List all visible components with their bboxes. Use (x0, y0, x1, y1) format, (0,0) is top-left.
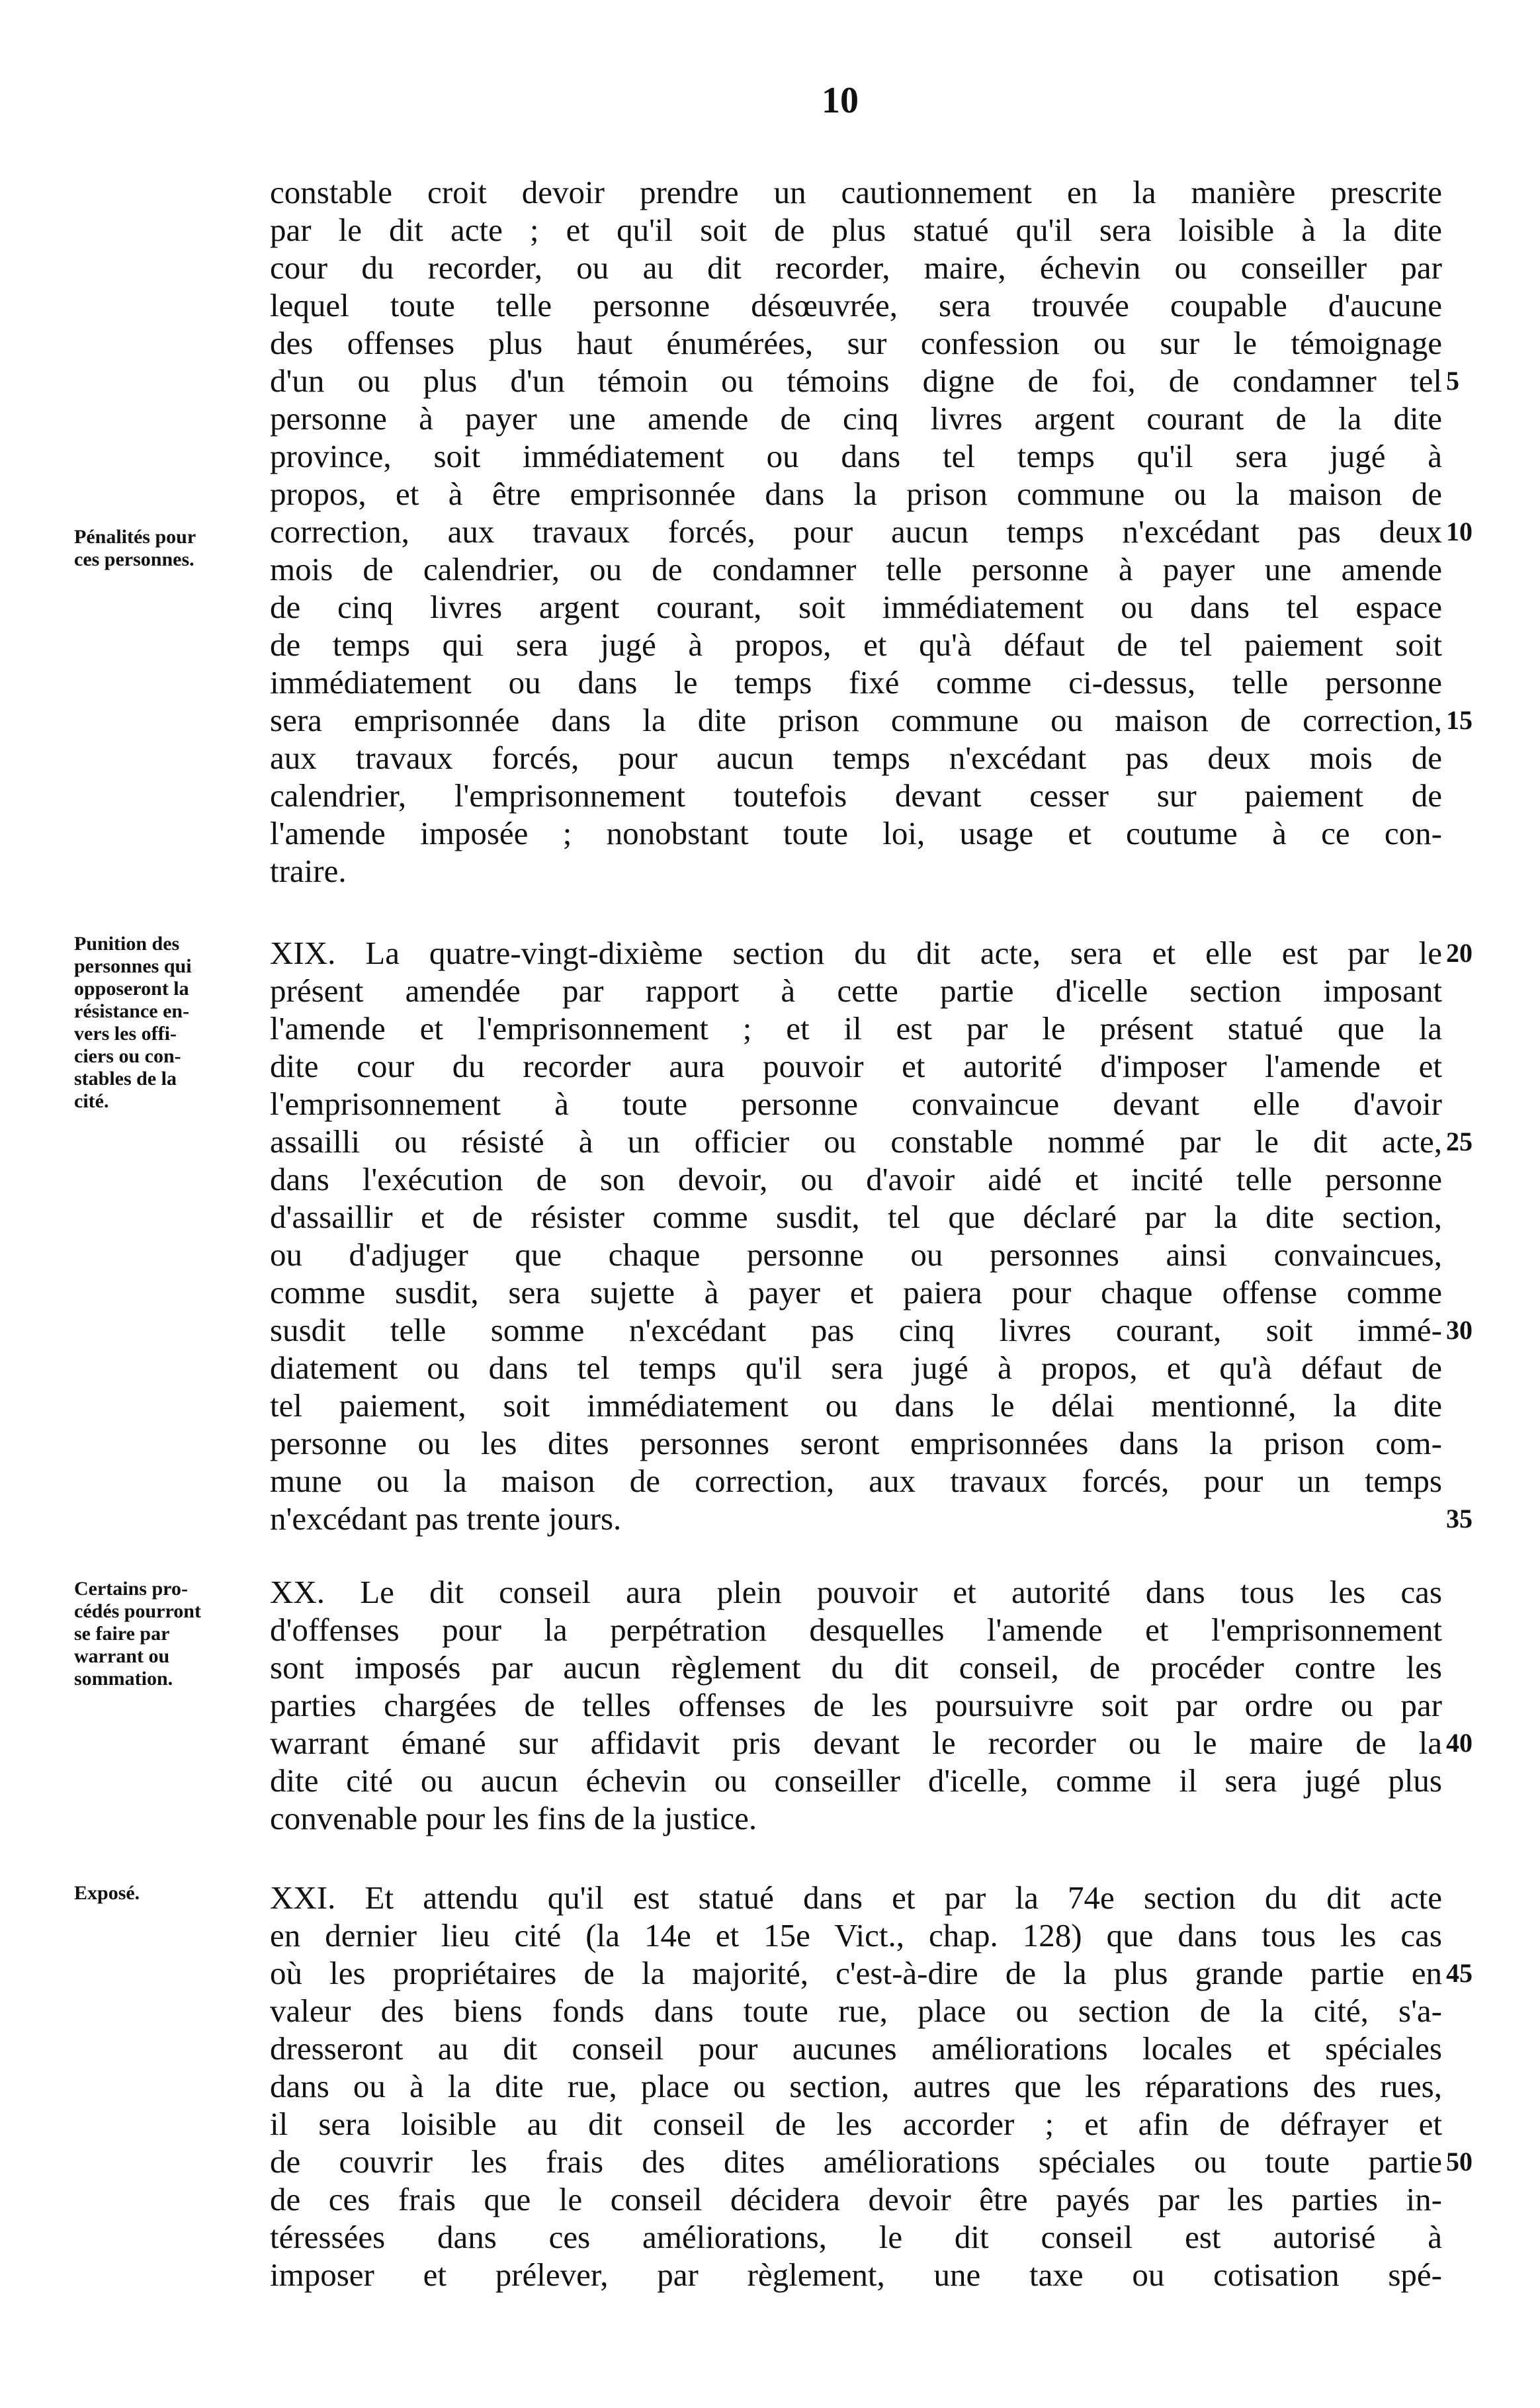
line-number: 30 (1446, 1315, 1473, 1345)
text-line: XX. Le dit conseil aura plein pouvoir et autorité dans tous les cas (270, 1574, 1442, 1610)
text-line: susdit telle somme n'excédant pas cinq livres courant, soit immé- (270, 1312, 1442, 1348)
section-xx (270, 1573, 1442, 1837)
margin-note-line: cédés pourront (74, 1600, 201, 1622)
margin-note-line: sommation. (74, 1668, 173, 1690)
text-line: en dernier lieu cité (la 14e et 15e Vict., chap. 128) que dans tous les cas (270, 1917, 1442, 1954)
text-line: assailli ou résisté à un officier ou constable nommé par le dit acte, (270, 1123, 1442, 1160)
text-line: imposer et prélever, par règlement, une taxe ou cotisation spé- (270, 2257, 1442, 2293)
line-number: 15 (1446, 705, 1473, 735)
text-line: parties chargées de telles offenses de les poursuivre soit par ordre ou par (270, 1687, 1442, 1723)
margin-note-punition (74, 933, 263, 1113)
margin-note-line: ces personnes. (74, 548, 194, 570)
margin-note-line: cité. (74, 1090, 109, 1112)
text-line: correction, aux travaux forcés, pour aucun temps n'excédant pas deux (270, 513, 1442, 550)
margin-note-line: stables de la (74, 1068, 177, 1090)
margin-note-penalites (74, 526, 263, 571)
line-number: 25 (1446, 1127, 1473, 1156)
text-line: l'amende et l'emprisonnement ; et il est par le présent statué que la (270, 1010, 1442, 1047)
text-line: valeur des biens fonds dans toute rue, place ou section de la cité, s'a- (270, 1993, 1442, 2029)
line-number: 10 (1446, 517, 1473, 546)
text-line: constable croit devoir prendre un cautionnement en la manière prescrite (270, 174, 1442, 210)
text-line: traire. (270, 853, 347, 889)
margin-note-line: personnes qui (74, 955, 192, 977)
margin-note-line: opposeront la (74, 978, 189, 1000)
text-line: dite cité ou aucun échevin ou conseiller d'icelle, comme il sera jugé plus (270, 1762, 1442, 1799)
text-line: mune ou la maison de correction, aux travaux forcés, pour un temps (270, 1463, 1442, 1499)
margin-note-line: résistance en- (74, 1000, 190, 1022)
text-line: dresseront au dit conseil pour aucunes améliorations locales et spéciales (270, 2030, 1442, 2067)
text-line: de ces frais que le conseil décidera devoir être payés par les parties in- (270, 2181, 1442, 2217)
text-line: l'emprisonnement à toute personne convaincue devant elle d'avoir (270, 1086, 1442, 1122)
text-line: où les propriétaires de la majorité, c'est-à-dire de la plus grande partie en (270, 1955, 1442, 1991)
line-number: 40 (1446, 1728, 1473, 1758)
text-line: dans l'exécution de son devoir, ou d'avoir aidé et incité telle personne (270, 1161, 1442, 1197)
text-line: tel paiement, soit immédiatement ou dans le délai mentionné, la dite (270, 1387, 1442, 1424)
text-line: mois de calendrier, ou de condamner telle personne à payer une amende (270, 551, 1442, 587)
text-line: province, soit immédiatement ou dans tel temps qu'il sera jugé à (270, 438, 1442, 474)
margin-note-certains-procedes (74, 1578, 263, 1690)
text-line: cour du recorder, ou au dit recorder, maire, échevin ou conseiller par (270, 249, 1442, 286)
text-line: personne à payer une amende de cinq livres argent courant de la dite (270, 400, 1442, 437)
text-line: immédiatement ou dans le temps fixé comme ci-dessus, telle personne (270, 664, 1442, 701)
text-line: de cinq livres argent courant, soit immédiatement ou dans tel espace (270, 589, 1442, 625)
text-line: XXI. Et attendu qu'il est statué dans et par la 74e section du dit acte (270, 1879, 1442, 1916)
text-line: sont imposés par aucun règlement du dit conseil, de procéder contre les (270, 1649, 1442, 1686)
margin-note-line: ciers ou con- (74, 1045, 181, 1067)
text-line: comme susdit, sera sujette à payer et paiera pour chaque offense comme (270, 1274, 1442, 1311)
text-line: XIX. La quatre-vingt-dixième section du dit acte, sera et elle est par le (270, 935, 1442, 971)
margin-note-line: se faire par (74, 1623, 170, 1645)
text-line: diatement ou dans tel temps qu'il sera jugé à propos, et qu'à défaut de (270, 1350, 1442, 1386)
text-line: dans ou à la dite rue, place ou section, autres que les réparations des rues, (270, 2068, 1442, 2104)
line-number: 5 (1446, 366, 1459, 396)
section-xxi (270, 1879, 1442, 2294)
margin-note-line: vers les offi- (74, 1023, 177, 1045)
margin-note-line: warrant ou (74, 1645, 170, 1667)
text-line: personne ou les dites personnes seront emprisonnées dans la prison com- (270, 1425, 1442, 1461)
text-line: n'excédant pas trente jours. (270, 1500, 622, 1537)
line-number: 20 (1446, 938, 1473, 968)
line-number: 50 (1446, 2147, 1473, 2176)
line-number: 45 (1446, 1958, 1473, 1988)
page-number: 10 (822, 80, 859, 121)
margin-note-line: Exposé. (74, 1882, 140, 1904)
text-line: téressées dans ces améliorations, le dit conseil est autorisé à (270, 2219, 1442, 2255)
text-line: l'amende imposée ; nonobstant toute loi, usage et coutume à ce con- (270, 815, 1442, 851)
text-line: propos, et à être emprisonnée dans la prison commune ou la maison de (270, 476, 1442, 512)
text-line: de couvrir les frais des dites améliorations spéciales ou toute partie (270, 2143, 1442, 2180)
text-line: ou d'adjuger que chaque personne ou personnes ainsi convaincues, (270, 1236, 1442, 1273)
section-xix (270, 934, 1442, 1537)
line-number: 35 (1446, 1504, 1473, 1533)
text-line: de temps qui sera jugé à propos, et qu'à défaut de tel paiement soit (270, 626, 1442, 663)
margin-note-line: Pénalités pour (74, 526, 196, 548)
text-line: warrant émané sur affidavit pris devant le recorder ou le maire de la (270, 1725, 1442, 1761)
margin-note-expose (74, 1882, 263, 1905)
text-line: calendrier, l'emprisonnement toutefois devant cesser sur paiement de (270, 777, 1442, 814)
text-line: lequel toute telle personne désœuvrée, sera trouvée coupable d'aucune (270, 287, 1442, 323)
margin-note-line: Certains pro- (74, 1578, 188, 1600)
text-line: convenable pour les fins de la justice. (270, 1800, 757, 1836)
margin-note-line: Punition des (74, 933, 180, 955)
text-line: par le dit acte ; et qu'il soit de plus statué qu'il sera loisible à la dite (270, 212, 1442, 248)
text-line: sera emprisonnée dans la dite prison commune ou maison de correction, (270, 702, 1442, 738)
text-line: aux travaux forcés, pour aucun temps n'excédant pas deux mois de (270, 740, 1442, 776)
text-line: d'assaillir et de résister comme susdit, tel que déclaré par la dite section, (270, 1199, 1442, 1235)
text-line: d'un ou plus d'un témoin ou témoins digne de foi, de condamner tel (270, 363, 1442, 399)
text-line: dite cour du recorder aura pouvoir et autorité d'imposer l'amende et (270, 1048, 1442, 1084)
text-line: des offenses plus haut énumérées, sur confession ou sur le témoignage (270, 325, 1442, 361)
paragraph-continuation (270, 173, 1442, 890)
text-line: d'offenses pour la perpétration desquelles l'amende et l'emprisonnement (270, 1612, 1442, 1648)
text-line: présent amendée par rapport à cette partie d'icelle section imposant (270, 972, 1442, 1009)
text-line: il sera loisible au dit conseil de les accorder ; et afin de défrayer et (270, 2106, 1442, 2142)
